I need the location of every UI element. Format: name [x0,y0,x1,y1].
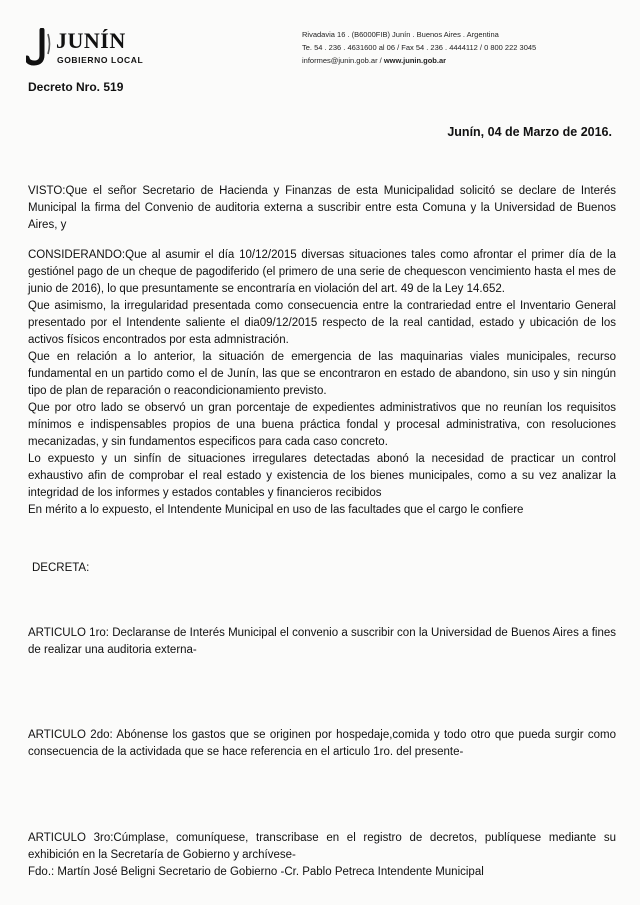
junin-j-logo-icon [26,28,52,66]
letterhead-phones: Te. 54 . 236 . 4631600 al 06 / Fax 54 . 236 . 4444112 / 0 800 222 3045 [302,43,537,52]
articulo-2-text: ARTICULO 2do: Abónense los gastos que se originen por hospedaje,comida y todo otro que pueda surgir como consecuencia de la actividada que se hace referencia en el articulo 1ro. del presente- [28,729,616,758]
decree-number: Decreto Nro. 519 [28,80,124,94]
articulo-1-text: ARTICULO 1ro: Declaranse de Interés Municipal el convenio a suscribir con la Universidad de Buenos Aires a fines de realizar una auditoria externa- [28,627,616,656]
visto-section [28,183,616,234]
junin-logo [26,24,156,74]
letterhead-address: Rivadavia 16 . (B6000FIB) Junín . Buenos Aires . Argentina [302,30,499,39]
considerando-paragraph: Que asimismo, la irregularidad presentada como consecuencia entre la contrariedad entre el Inventario General presentado por el Intendente saliente el dia09/12/2015 respecto de la real cantidad, estado y ubicación de los activos físicos encontrados por esta admnistración. [28,300,616,346]
decree-date: Junín, 04 de Marzo de 2016. [447,125,612,139]
decreta-heading: DECRETA: [32,562,90,574]
letterhead-contact [302,28,602,67]
articulo-3 [28,830,616,864]
letterhead-website: www.junin.gob.ar [383,56,447,65]
signature-line [28,864,616,881]
considerando-paragraph: Que en relación a lo anterior, la situación de emergencia de las maquinarias viales municipales, recurso fundamental en un partido como el de Junín, las que se encontraron en estado de abandono, sin uso y sin ningún tipo de plan de reparación o reacondicionamiento previsto. [28,351,616,397]
considerando-paragraph: Lo expuesto y un sinfín de situaciones irregulares detectadas abonó la necesidad de practicar un control exhaustivo afin de comprobar el real estado y existencia de los bienes municipales, como a su vez analizar la integridad de los informes y estados contables y financieros recibidos [28,453,616,499]
considerando-paragraph: Que por otro lado se observó un gran porcentaje de expedientes administrativos que no reunían los requisitos mínimos e indispensables propios de una buena práctica fondal y procesal administrativa, con resoluciones mecanizadas, y sin fundamentos especificos para cada caso concreto. [28,402,616,448]
signature-text: Fdo.: Martín José Beligni Secretario de Gobierno -Cr. Pablo Petreca Intendente Municipal [28,866,484,878]
considerando-section [28,247,616,519]
visto-paragraph: VISTO:Que el señor Secretario de Hacienda y Finanzas de esta Municipalidad solicitó se declare de Interés Municipal la firma del Convenio de auditoria externa a suscribir entre esta Comuna y la Universidad de Buenos Aires, y [28,185,616,231]
letterhead-web-line [302,54,602,67]
logo-name: JUNÍN [56,28,126,53]
considerando-paragraph: En mérito a lo expuesto, el Intendente Municipal en uso de las facultades que el cargo le confiere [28,504,524,516]
logo-subtitle: GOBIERNO LOCAL [57,55,144,65]
articulo-2 [28,727,616,761]
articulo-3-text: ARTICULO 3ro:Cúmplase, comuníquese, transcribase en el registro de decretos, publíquese mediante su exhibición en la Secretaría de Gobierno y archívese- [28,832,616,861]
considerando-paragraph: CONSIDERANDO:Que al asumir el día 10/12/2015 diversas situaciones tales como afrontar el primer día de la gestiónel pago de un cheque de pagodiferido (el primero de una serie de chequescon vencimiento hasta el mes de junio de 2016), lo que presuntamente se encontraría en violación del art. 49 de la Ley 14.652. [28,249,616,295]
letterhead-email: informes@junin.gob.ar / [302,56,382,65]
articulo-1 [28,625,616,659]
